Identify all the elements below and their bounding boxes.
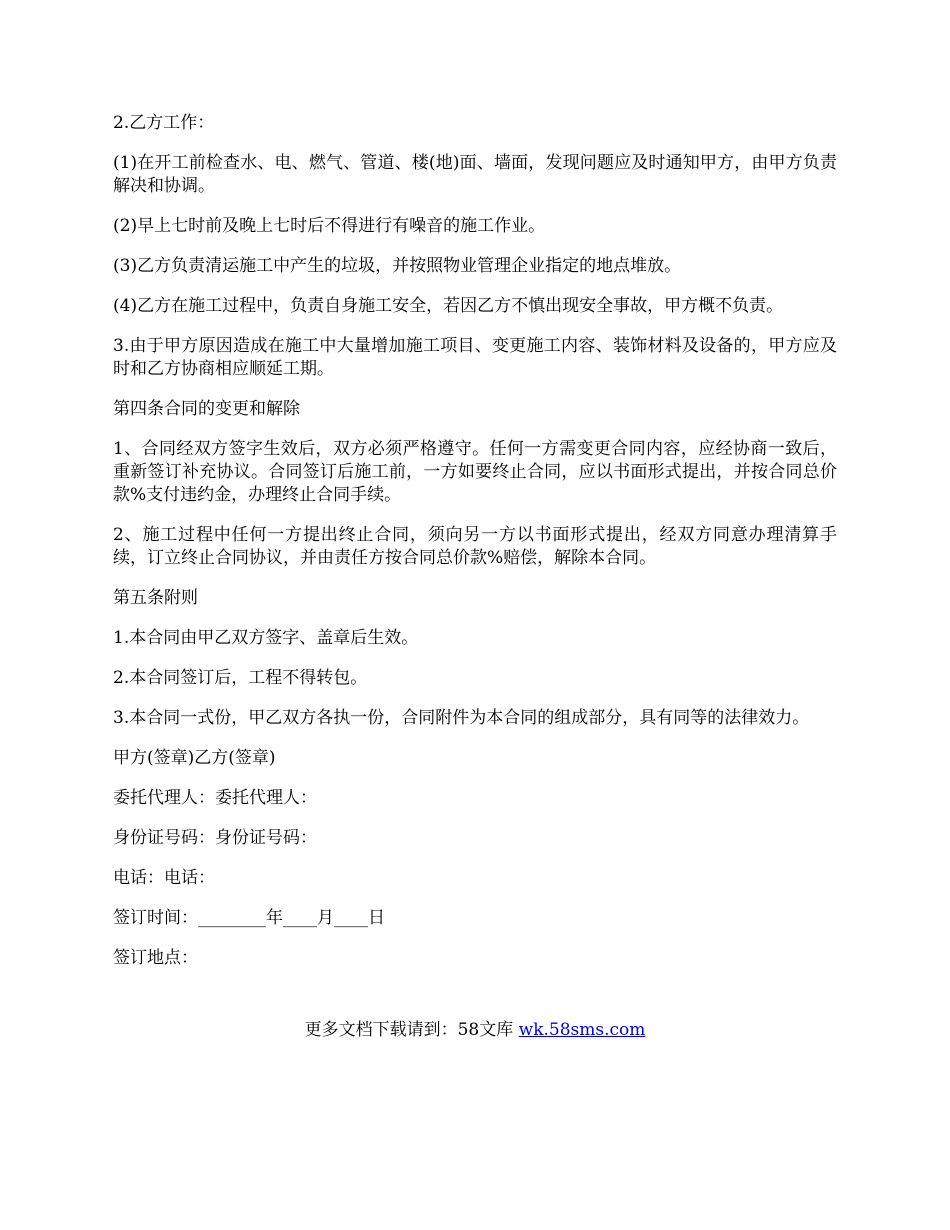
clause-paragraph: 1.本合同由甲乙双方签字、盖章后生效。 — [113, 628, 419, 648]
clause-paragraph: (1)在开工前检查水、电、燃气、管道、楼(地)面、墙面，发现问题应及时通知甲方，由甲方负责解决和协调。 — [113, 153, 837, 196]
document-body — [113, 112, 837, 987]
article-heading: 第四条合同的变更和解除 — [113, 399, 300, 419]
section-heading: 2.乙方工作： — [113, 113, 215, 133]
signing-date-line: 签订时间：________年____月____日 — [113, 908, 385, 928]
signing-place-line: 签订地点： — [113, 948, 198, 968]
footer-link[interactable]: wk.58sms.com — [518, 1020, 646, 1040]
clause-paragraph: 3.由于甲方原因造成在施工中大量增加施工项目、变更施工内容、装饰材料及设备的，甲方应及时和乙方协商相应顺延工期。 — [113, 336, 837, 379]
article-heading: 第五条附则 — [113, 588, 198, 608]
download-footer — [0, 1019, 950, 1042]
footer-text: 更多文档下载请到：58文库 — [304, 1020, 519, 1040]
clause-paragraph: 2.本合同签订后，工程不得转包。 — [113, 668, 368, 688]
clause-paragraph: (2)早上七时前及晚上七时后不得进行有噪音的施工作业。 — [113, 216, 546, 236]
agent-line: 委托代理人：委托代理人： — [113, 788, 317, 808]
id-number-line: 身份证号码：身份证号码： — [113, 828, 317, 848]
clause-paragraph: (3)乙方负责清运施工中产生的垃圾，并按照物业管理企业指定的地点堆放。 — [113, 256, 682, 276]
signature-line: 甲方(签章)乙方(签章) — [113, 748, 276, 768]
clause-paragraph: 2、施工过程中任何一方提出终止合同，须向另一方以书面形式提出，经双方同意办理清算手续，订立终止合同协议，并由责任方按合同总价款%赔偿，解除本合同。 — [113, 525, 837, 568]
phone-line: 电话：电话： — [113, 868, 215, 888]
clause-paragraph: (4)乙方在施工过程中，负责自身施工安全，若因乙方不慎出现安全事故，甲方概不负责。 — [113, 296, 784, 316]
clause-paragraph: 3.本合同一式份，甲乙双方各执一份，合同附件为本合同的组成部分，具有同等的法律效力。 — [113, 708, 810, 728]
clause-paragraph: 1、合同经双方签字生效后，双方必须严格遵守。任何一方需变更合同内容，应经协商一致后，重新签订补充协议。合同签订后施工前，一方如要终止合同，应以书面形式提出，并按合同总价款%支付违约金，办理终止合同手续。 — [113, 439, 837, 505]
